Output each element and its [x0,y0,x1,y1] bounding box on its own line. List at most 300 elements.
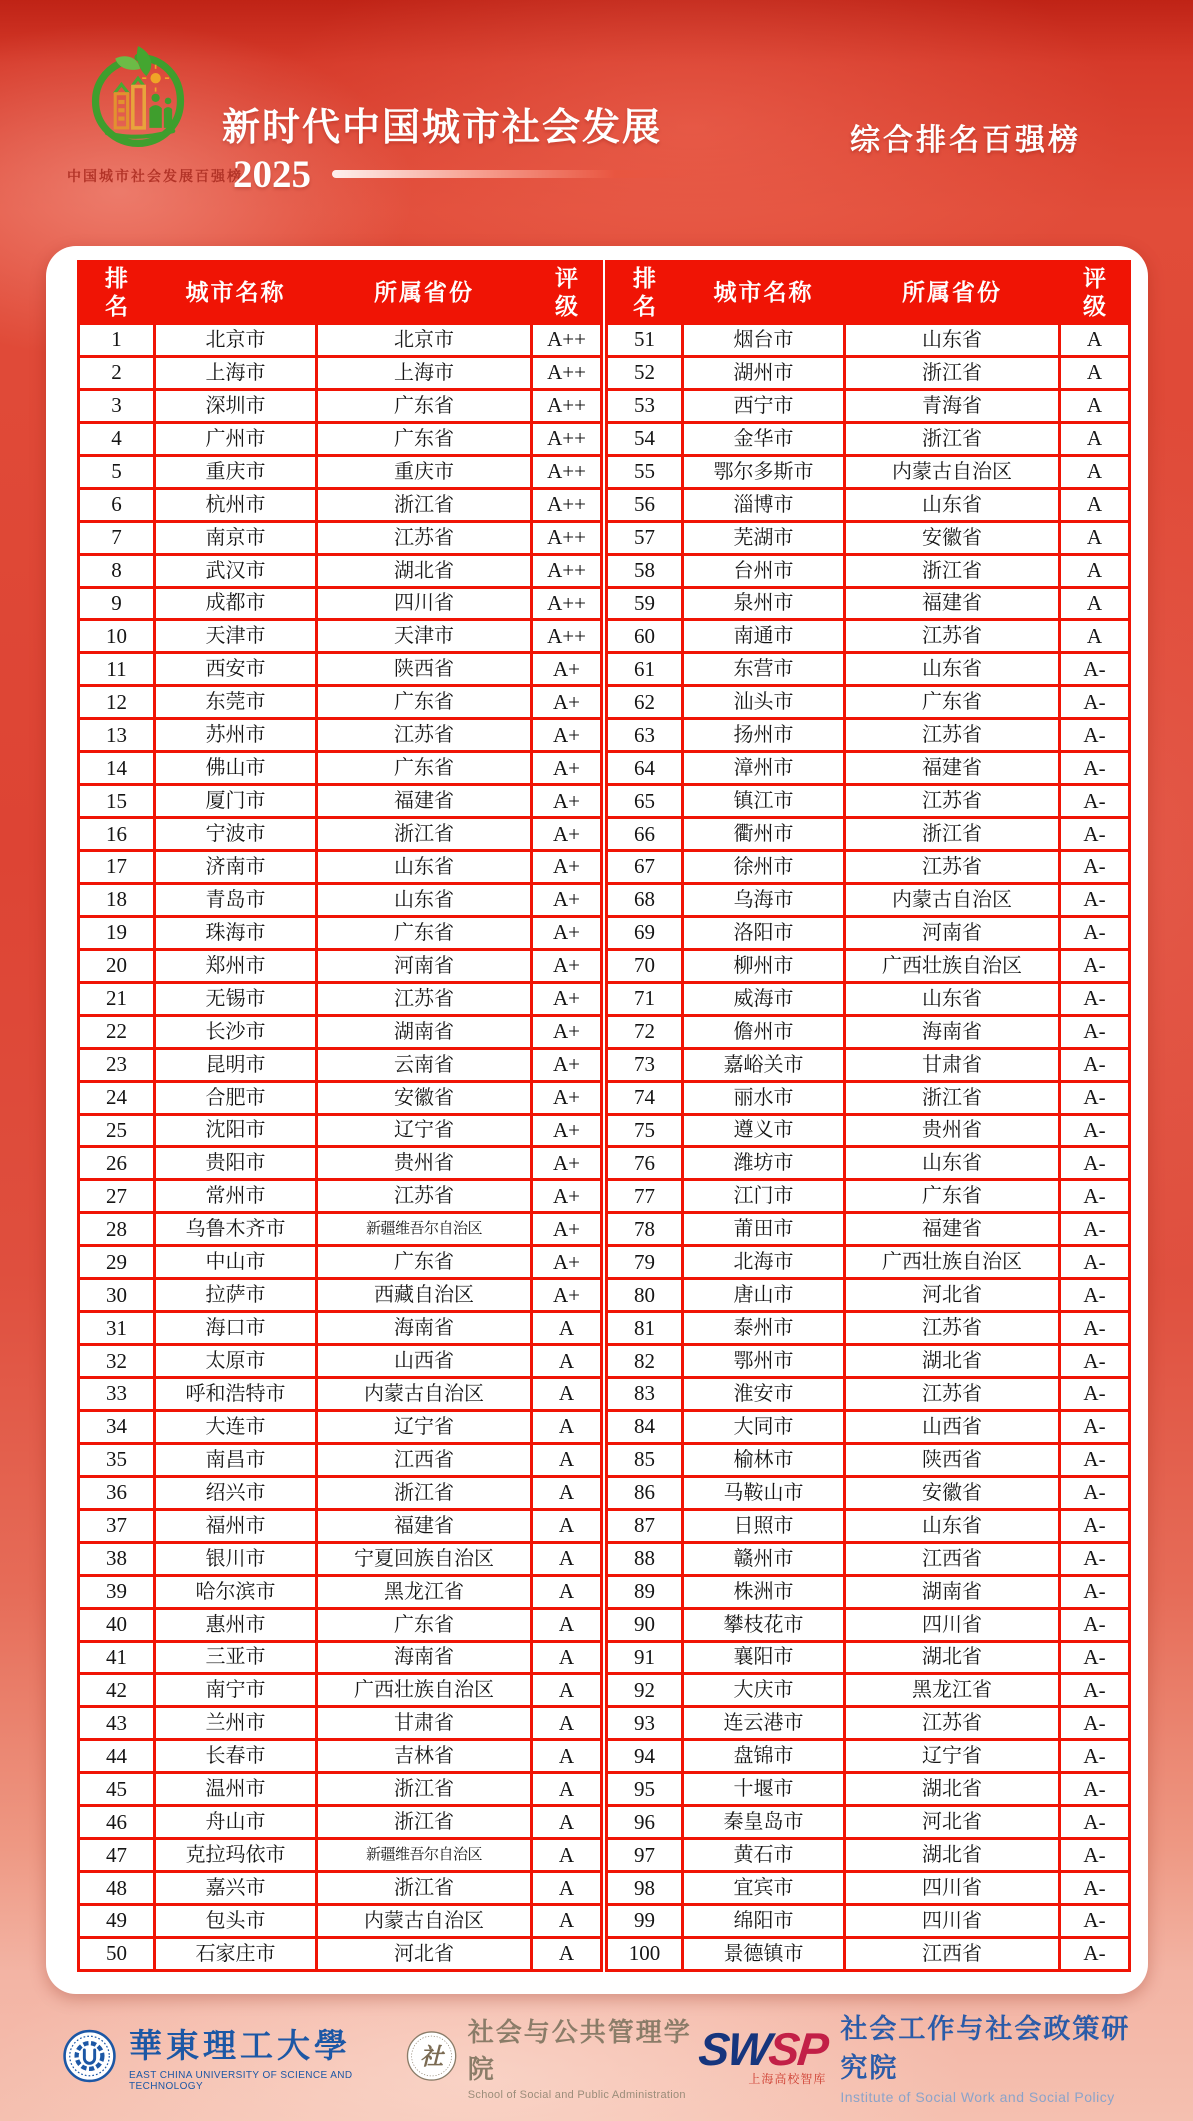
table-row [79,1081,602,1114]
rank-cell: 100 [607,1937,683,1970]
province-cell: 湖北省 [845,1641,1060,1674]
province-cell: 浙江省 [845,1081,1060,1114]
rank-cell: 38 [79,1542,155,1575]
city-cell: 泰州市 [683,1312,845,1345]
col-header-rank: 排名 [607,262,683,324]
rating-cell: A [1060,620,1130,653]
rank-cell: 34 [79,1410,155,1443]
rank-cell: 74 [607,1081,683,1114]
city-cell: 上海市 [155,356,317,389]
rating-cell: A++ [532,488,602,521]
table-row [607,1180,1130,1213]
rating-cell: A- [1060,1246,1130,1279]
table-row [607,785,1130,818]
logo-caption: 中国城市社会发展百强榜 [67,170,243,185]
city-cell: 嘉峪关市 [683,1048,845,1081]
rating-cell: A+ [532,1015,602,1048]
city-cell: 台州市 [683,554,845,587]
table-row [79,1443,602,1476]
province-cell: 福建省 [317,1509,532,1542]
rank-cell: 57 [607,521,683,554]
province-cell: 山东省 [845,1147,1060,1180]
table-row [607,356,1130,389]
table-row [607,1806,1130,1839]
city-cell: 镇江市 [683,785,845,818]
city-cell: 南通市 [683,620,845,653]
city-cell: 绵阳市 [683,1905,845,1938]
rank-cell: 90 [607,1608,683,1641]
rating-cell: A [532,1806,602,1839]
province-cell: 浙江省 [845,818,1060,851]
province-cell: 四川省 [845,1872,1060,1905]
rating-cell: A++ [532,324,602,357]
province-cell: 安徽省 [845,521,1060,554]
table-row [79,1542,602,1575]
table-row [79,1905,602,1938]
table-row [607,1575,1130,1608]
table-row [79,1773,602,1806]
rating-cell: A++ [532,389,602,422]
ecust-logo-block [62,2020,405,2092]
rating-cell: A [532,1905,602,1938]
table-row [79,455,602,488]
rank-cell: 73 [607,1048,683,1081]
city-cell: 烟台市 [683,324,845,357]
province-cell: 陕西省 [845,1443,1060,1476]
table-row [607,488,1130,521]
rating-cell: A [532,1839,602,1872]
province-cell: 湖南省 [845,1575,1060,1608]
table-row [79,851,602,884]
subtitle: 综合排名百强榜 [850,124,1081,157]
rating-cell: A- [1060,752,1130,785]
table-row [607,1707,1130,1740]
province-cell: 上海市 [317,356,532,389]
table-row [79,554,602,587]
city-cell: 惠州市 [155,1608,317,1641]
table-row [79,1575,602,1608]
province-cell: 辽宁省 [845,1740,1060,1773]
rating-cell: A+ [532,1279,602,1312]
table-row [79,719,602,752]
province-cell: 山东省 [845,324,1060,357]
table-row [607,1937,1130,1970]
city-cell: 银川市 [155,1542,317,1575]
col-header-city: 城市名称 [155,262,317,324]
city-cell: 大连市 [155,1410,317,1443]
swsp-tagline: 上海高校智库 [748,2071,827,2086]
rank-cell: 43 [79,1707,155,1740]
table-row [79,883,602,916]
rating-cell: A- [1060,1015,1130,1048]
province-cell: 山东省 [317,883,532,916]
province-cell: 新疆维吾尔自治区 [317,1839,532,1872]
rank-cell: 97 [607,1839,683,1872]
rating-cell: A- [1060,1641,1130,1674]
city-cell: 东莞市 [155,686,317,719]
table-row [79,422,602,455]
rating-cell: A+ [532,1081,602,1114]
table-row [607,719,1130,752]
city-cell: 拉萨市 [155,1279,317,1312]
rating-cell: A+ [532,1180,602,1213]
rating-cell: A [532,1509,602,1542]
city-cell: 鄂尔多斯市 [683,455,845,488]
province-cell: 江苏省 [317,719,532,752]
table-row [79,1937,602,1970]
province-cell: 山西省 [845,1410,1060,1443]
province-cell: 海南省 [845,1015,1060,1048]
rank-cell: 41 [79,1641,155,1674]
rating-cell: A [1060,422,1130,455]
table-row [79,1180,602,1213]
rating-cell: A [1060,521,1130,554]
province-cell: 四川省 [845,1608,1060,1641]
province-cell: 内蒙古自治区 [845,455,1060,488]
swsp-abbr [696,2022,830,2075]
table-row [607,1246,1130,1279]
rank-cell: 88 [607,1542,683,1575]
city-cell: 厦门市 [155,785,317,818]
city-cell: 西安市 [155,653,317,686]
table-row [607,752,1130,785]
rating-cell: A [1060,324,1130,357]
city-development-logo-icon [86,44,190,160]
city-cell: 马鞍山市 [683,1476,845,1509]
ranking-table-right [605,260,1131,1972]
rank-cell: 87 [607,1509,683,1542]
province-cell: 浙江省 [317,1806,532,1839]
table-row [79,1839,602,1872]
table-row [607,686,1130,719]
city-cell: 南宁市 [155,1674,317,1707]
city-cell: 包头市 [155,1905,317,1938]
rating-cell: A+ [532,851,602,884]
rank-cell: 36 [79,1476,155,1509]
table-row [607,916,1130,949]
col-header-province: 所属省份 [317,262,532,324]
rank-cell: 16 [79,818,155,851]
table-row [79,1806,602,1839]
province-cell: 湖北省 [317,554,532,587]
rating-cell: A- [1060,1773,1130,1806]
rank-cell: 31 [79,1312,155,1345]
rating-cell: A [1060,554,1130,587]
province-cell: 浙江省 [317,1476,532,1509]
province-cell: 福建省 [845,752,1060,785]
rating-cell: A [532,1773,602,1806]
table-row [79,1213,602,1246]
rating-cell: A+ [532,653,602,686]
city-cell: 金华市 [683,422,845,455]
rank-cell: 19 [79,916,155,949]
table-row [607,1147,1130,1180]
city-cell: 湖州市 [683,356,845,389]
city-cell: 温州市 [155,1773,317,1806]
rank-cell: 50 [79,1937,155,1970]
city-cell: 淄博市 [683,488,845,521]
rank-cell: 46 [79,1806,155,1839]
rank-cell: 98 [607,1872,683,1905]
table-row [607,587,1130,620]
table-row [607,1279,1130,1312]
city-cell: 连云港市 [683,1707,845,1740]
rating-cell: A- [1060,1476,1130,1509]
rating-cell: A- [1060,1707,1130,1740]
rank-cell: 93 [607,1707,683,1740]
ecust-name-zh: 華東理工大學 [129,2029,352,2065]
rating-cell: A+ [532,1048,602,1081]
rating-cell: A+ [532,1213,602,1246]
province-cell: 江苏省 [845,785,1060,818]
rank-cell: 10 [79,620,155,653]
rating-cell: A+ [532,883,602,916]
table-row [79,752,602,785]
rank-cell: 33 [79,1378,155,1411]
rating-cell: A- [1060,1378,1130,1411]
rank-cell: 79 [607,1246,683,1279]
rating-cell: A+ [532,818,602,851]
rank-cell: 48 [79,1872,155,1905]
table-row [607,422,1130,455]
table-row [79,356,602,389]
city-cell: 杭州市 [155,488,317,521]
city-cell: 苏州市 [155,719,317,752]
table-row [607,1443,1130,1476]
rank-cell: 25 [79,1114,155,1147]
city-cell: 深圳市 [155,389,317,422]
province-cell: 江苏省 [845,1312,1060,1345]
rank-cell: 68 [607,883,683,916]
province-cell: 黑龙江省 [317,1575,532,1608]
province-cell: 辽宁省 [317,1410,532,1443]
province-cell: 浙江省 [317,1872,532,1905]
rank-cell: 91 [607,1641,683,1674]
ranking-card [46,246,1148,1994]
city-cell: 重庆市 [155,455,317,488]
rating-cell: A- [1060,1542,1130,1575]
city-cell: 南京市 [155,521,317,554]
table-row [607,455,1130,488]
city-cell: 济南市 [155,851,317,884]
table-row [607,1542,1130,1575]
province-cell: 内蒙古自治区 [845,883,1060,916]
rating-cell: A [532,1542,602,1575]
rank-cell: 94 [607,1740,683,1773]
rank-cell: 99 [607,1905,683,1938]
rank-cell: 11 [79,653,155,686]
province-cell: 浙江省 [317,1773,532,1806]
province-cell: 广东省 [317,389,532,422]
province-cell: 广东省 [317,686,532,719]
province-cell: 北京市 [317,324,532,357]
rank-cell: 80 [607,1279,683,1312]
table-row [79,389,602,422]
table-row [607,851,1130,884]
city-cell: 嘉兴市 [155,1872,317,1905]
table-row [607,1213,1130,1246]
rating-cell: A [1060,389,1130,422]
city-cell: 漳州市 [683,752,845,785]
province-cell: 甘肃省 [317,1707,532,1740]
table-header [607,262,1130,324]
rank-cell: 6 [79,488,155,521]
table-row [79,521,602,554]
rating-cell: A+ [532,916,602,949]
rating-cell: A [532,1674,602,1707]
rating-cell: A [532,1410,602,1443]
rank-cell: 75 [607,1114,683,1147]
province-cell: 山东省 [845,1509,1060,1542]
table-row [607,818,1130,851]
city-cell: 遵义市 [683,1114,845,1147]
city-cell: 宁波市 [155,818,317,851]
rating-cell: A- [1060,1937,1130,1970]
table-row [607,1081,1130,1114]
province-cell: 江西省 [317,1443,532,1476]
city-cell: 乌鲁木齐市 [155,1213,317,1246]
rank-cell: 29 [79,1246,155,1279]
province-cell: 内蒙古自治区 [317,1378,532,1411]
table-row [607,1015,1130,1048]
city-cell: 青岛市 [155,883,317,916]
rating-cell: A- [1060,982,1130,1015]
table-row [79,620,602,653]
city-cell: 西宁市 [683,389,845,422]
swsp-name-zh: 社会工作与社会政策研究院 [840,2014,1131,2083]
rating-cell: A [532,1345,602,1378]
header-row [607,262,1130,324]
rank-cell: 96 [607,1806,683,1839]
rating-cell: A- [1060,916,1130,949]
province-cell: 江苏省 [845,1378,1060,1411]
city-cell: 海口市 [155,1312,317,1345]
city-cell: 珠海市 [155,916,317,949]
rank-cell: 63 [607,719,683,752]
rank-cell: 1 [79,324,155,357]
col-header-rating: 评级 [532,262,602,324]
rank-cell: 8 [79,554,155,587]
rating-cell: A- [1060,1443,1130,1476]
rank-cell: 84 [607,1410,683,1443]
city-cell: 长沙市 [155,1015,317,1048]
city-cell: 景德镇市 [683,1937,845,1970]
city-cell: 衢州市 [683,818,845,851]
province-cell: 河南省 [845,916,1060,949]
table-row [79,818,602,851]
table-row [607,1608,1130,1641]
city-cell: 株洲市 [683,1575,845,1608]
table-row [79,686,602,719]
province-cell: 河北省 [845,1806,1060,1839]
province-cell: 山西省 [317,1345,532,1378]
table-row [607,1048,1130,1081]
main-title: 新时代中国城市社会发展 [222,107,663,149]
rank-cell: 81 [607,1312,683,1345]
table-row [607,1641,1130,1674]
rating-cell: A- [1060,1740,1130,1773]
rating-cell: A+ [532,719,602,752]
province-cell: 河北省 [317,1937,532,1970]
table-row [79,1345,602,1378]
rank-cell: 23 [79,1048,155,1081]
rating-cell: A [1060,356,1130,389]
province-cell: 江苏省 [317,521,532,554]
rank-cell: 47 [79,1839,155,1872]
rating-cell: A [532,1872,602,1905]
province-cell: 四川省 [317,587,532,620]
province-cell: 山东省 [845,982,1060,1015]
table-row [607,1410,1130,1443]
province-cell: 广东省 [845,1180,1060,1213]
table-row [607,554,1130,587]
rating-cell: A- [1060,1081,1130,1114]
rank-cell: 54 [607,422,683,455]
city-cell: 攀枝花市 [683,1608,845,1641]
rank-cell: 85 [607,1443,683,1476]
rating-cell: A- [1060,1872,1130,1905]
rank-cell: 17 [79,851,155,884]
rank-cell: 15 [79,785,155,818]
province-cell: 西藏自治区 [317,1279,532,1312]
province-cell: 广东省 [317,422,532,455]
city-cell: 泉州市 [683,587,845,620]
rank-cell: 55 [607,455,683,488]
ecust-logo-icon [62,2026,117,2086]
table-row [607,1872,1130,1905]
rank-cell: 58 [607,554,683,587]
rating-cell: A [532,1641,602,1674]
province-cell: 吉林省 [317,1740,532,1773]
province-cell: 宁夏回族自治区 [317,1542,532,1575]
province-cell: 河南省 [317,949,532,982]
city-cell: 佛山市 [155,752,317,785]
rank-cell: 51 [607,324,683,357]
city-cell: 宜宾市 [683,1872,845,1905]
city-cell: 绍兴市 [155,1476,317,1509]
col-header-province: 所属省份 [845,262,1060,324]
province-cell: 陕西省 [317,653,532,686]
rating-cell: A- [1060,1114,1130,1147]
rank-cell: 77 [607,1180,683,1213]
table-row [79,916,602,949]
city-cell: 成都市 [155,587,317,620]
province-cell: 广西壮族自治区 [845,1246,1060,1279]
rating-cell: A [532,1937,602,1970]
rank-cell: 13 [79,719,155,752]
table-row [607,1839,1130,1872]
table-row [607,653,1130,686]
rank-cell: 82 [607,1345,683,1378]
school-logo-block [405,2012,699,2101]
rating-cell: A [532,1443,602,1476]
rating-cell: A- [1060,1839,1130,1872]
province-cell: 江苏省 [317,982,532,1015]
city-cell: 广州市 [155,422,317,455]
province-cell: 江西省 [845,1937,1060,1970]
province-cell: 浙江省 [317,818,532,851]
province-cell: 山东省 [317,851,532,884]
province-cell: 湖南省 [317,1015,532,1048]
city-cell: 贵阳市 [155,1147,317,1180]
rank-cell: 42 [79,1674,155,1707]
table-row [79,785,602,818]
rating-cell: A+ [532,982,602,1015]
rank-cell: 86 [607,1476,683,1509]
city-cell: 襄阳市 [683,1641,845,1674]
table-row [79,1872,602,1905]
table-row [79,1707,602,1740]
